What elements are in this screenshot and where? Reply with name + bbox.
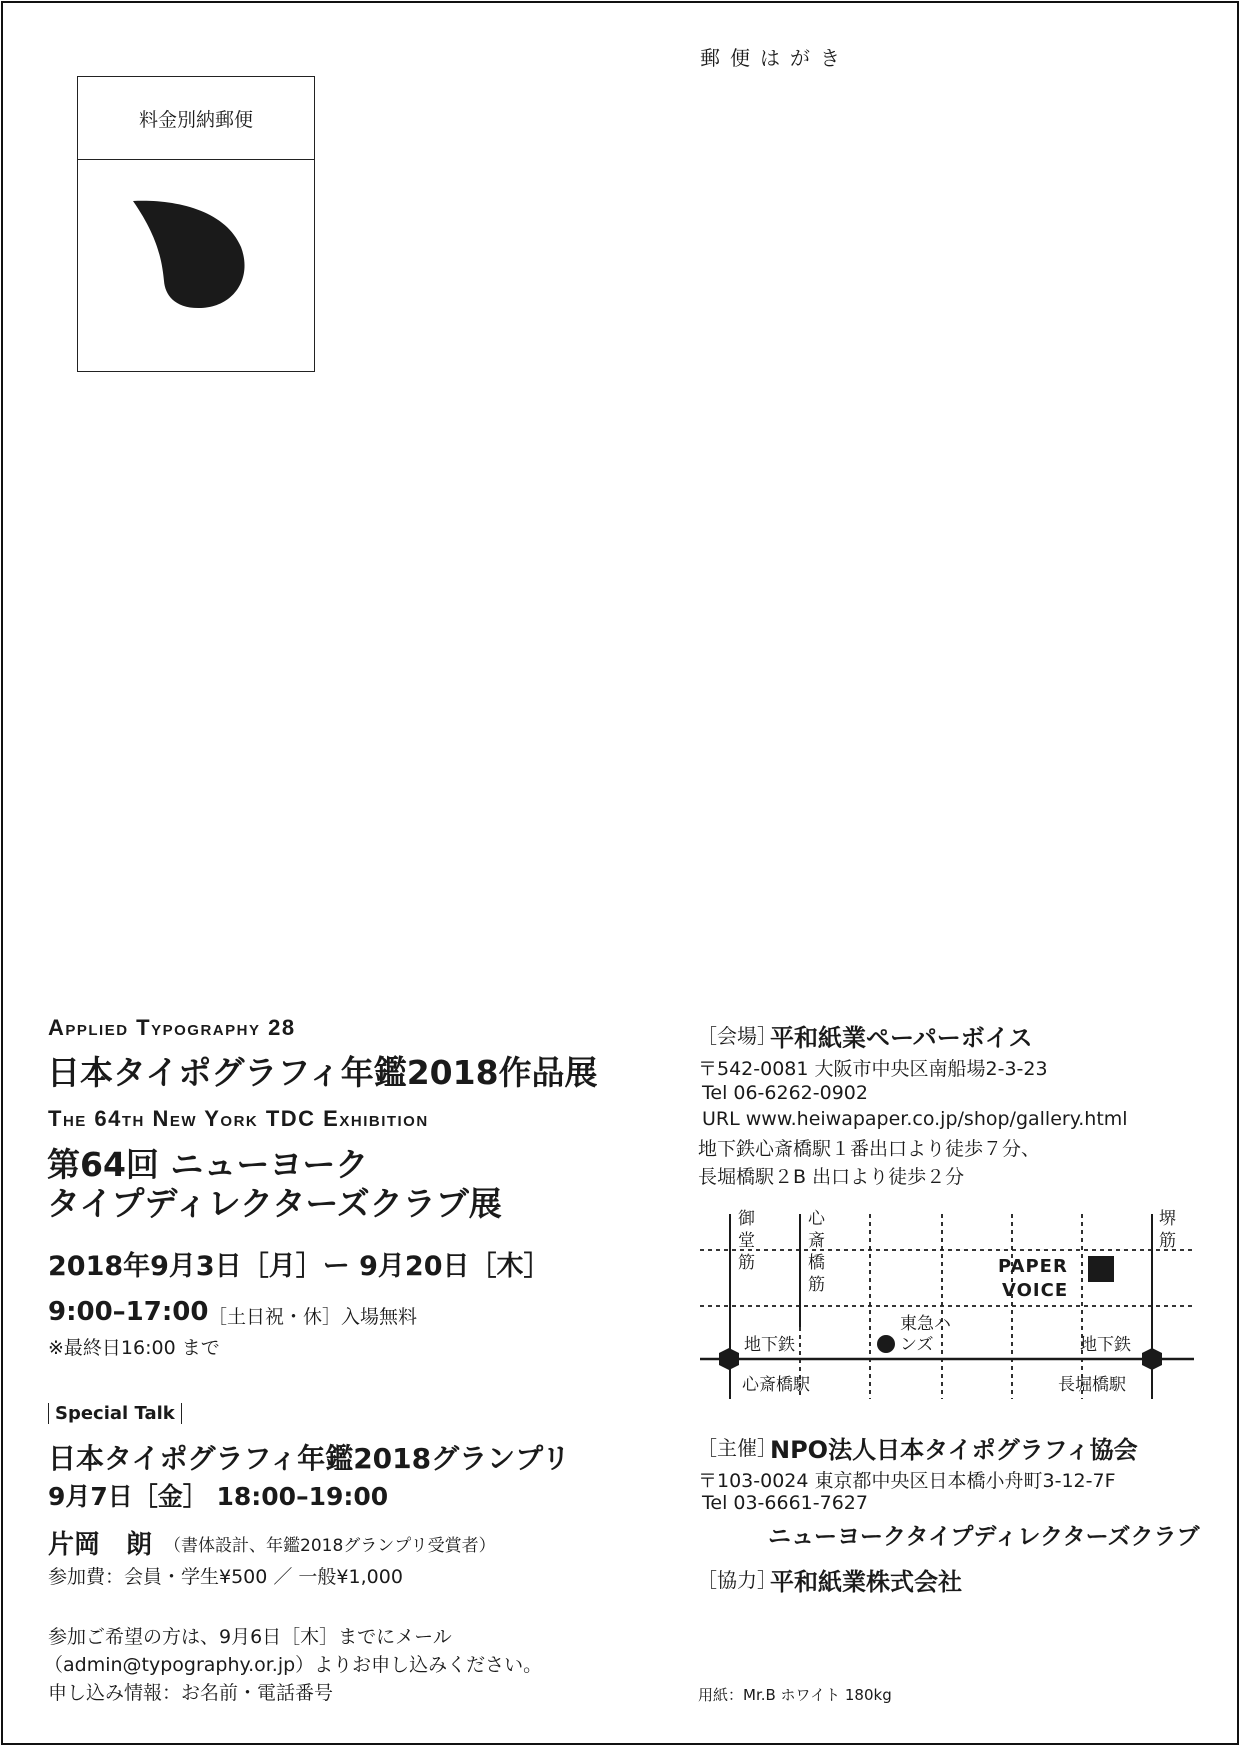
venue-url: URL www.heiwapaper.co.jp/shop/gallery.html — [702, 1108, 1128, 1130]
map-venue-label-1: PAPER — [998, 1256, 1068, 1277]
cooperation-label: ［協力］ — [697, 1568, 777, 1592]
apply-line-2: （admin@typography.or.jp）よりお申し込みください。 — [44, 1654, 543, 1676]
organizer-tel: Tel 03-6661-7627 — [702, 1492, 868, 1514]
exhibition-hours-note: ［土日祝・休］入場無料 — [208, 1306, 418, 1328]
street-label-midosuji: 御堂筋 — [738, 1209, 755, 1273]
exhibition-jp-title-1: 日本タイポグラフィ年鑑2018作品展 — [47, 1053, 598, 1092]
map-subway-left: 地下鉄 — [744, 1335, 795, 1355]
exhibition-jp-title-2-line2: タイプディレクターズクラブ展 — [47, 1184, 502, 1223]
venue-name: 平和紙業ペーパーボイス — [770, 1024, 1033, 1052]
cooperation-name: 平和紙業株式会社 — [770, 1568, 962, 1596]
access-map — [698, 1204, 1198, 1408]
venue-address: 〒542-0081 大阪市中央区南船場2-3-23 — [698, 1058, 1048, 1080]
venue-tel: Tel 06-6262-0902 — [702, 1082, 868, 1104]
exhibition-jp-title-2-line1: 第64回 ニューヨーク — [47, 1145, 369, 1184]
postcard-title: 郵便はがき — [700, 46, 850, 70]
exhibition-hours: 9:00–17:00 — [48, 1297, 209, 1327]
exhibition-last-day-note: ※最終日16:00 まで — [48, 1337, 220, 1359]
organizer-label: ［主催］ — [697, 1436, 777, 1460]
speaker-name: 片岡 朗 — [48, 1530, 153, 1560]
speaker-note: （書体設計、年鑑2018グランプリ受賞者） — [164, 1536, 496, 1556]
organizer-club: ニューヨークタイプディレクターズクラブ — [768, 1524, 1200, 1550]
postage-label: 料金別納郵便 — [78, 77, 314, 160]
special-talk-datetime: 9月7日［金］ 18:00–19:00 — [48, 1482, 389, 1511]
paper-note: 用紙：Mr.B ホワイト 180kg — [698, 1686, 892, 1704]
venue-access-1: 地下鉄心斎橋駅１番出口より徒歩７分、 — [698, 1138, 1041, 1160]
exhibition-en-title-1: Applied Typography 28 — [48, 1015, 296, 1040]
drop-mark-icon — [133, 199, 248, 319]
apply-line-1: 参加ご希望の方は、9月6日［木］までにメール — [48, 1626, 452, 1648]
venue-label: ［会場］ — [697, 1024, 777, 1048]
map-subway-right: 地下鉄 — [1080, 1335, 1131, 1355]
exhibition-dates: 2018年9月3日［月］ー 9月20日［木］ — [48, 1251, 551, 1282]
street-label-sakai: 堺筋 — [1159, 1209, 1176, 1251]
special-talk-title: 日本タイポグラフィ年鑑2018グランプリ — [48, 1442, 571, 1475]
map-station-right: 長堀橋駅 — [1058, 1375, 1126, 1395]
apply-line-3: 申し込み情報：お名前・電話番号 — [48, 1682, 334, 1704]
street-label-shinsaibashi: 心斎橋筋 — [808, 1209, 825, 1295]
special-talk-tag: Special Talk — [48, 1403, 182, 1424]
map-station-left: 心斎橋駅 — [742, 1375, 810, 1395]
map-landmark-label: 東急ハンズ — [900, 1314, 951, 1355]
map-venue-label-2: VOICE — [1002, 1280, 1069, 1301]
exhibition-en-title-2: The 64th New York TDC Exhibition — [48, 1106, 429, 1131]
organizer-address: 〒103-0024 東京都中央区日本橋小舟町3-12-7F — [698, 1470, 1116, 1492]
organizer-name: NPO法人日本タイポグラフィ協会 — [770, 1436, 1138, 1464]
talk-fee: 参加費：会員・学生¥500 ／ 一般¥1,000 — [48, 1566, 403, 1588]
postage-stamp-box — [77, 76, 315, 372]
venue-access-2: 長堀橋駅２B 出口より徒歩２分 — [698, 1166, 965, 1188]
